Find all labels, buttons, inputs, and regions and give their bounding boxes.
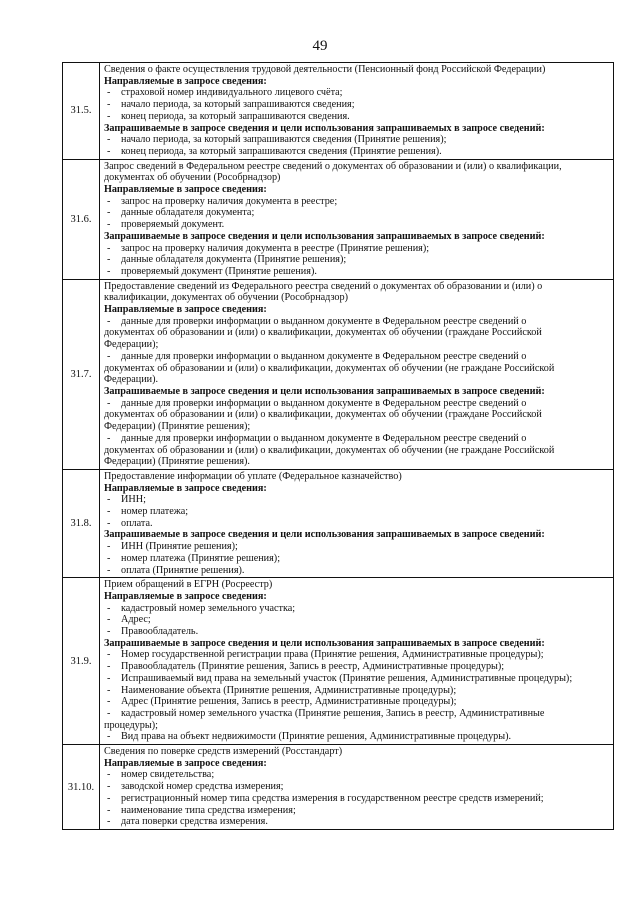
- list-item: [104, 87, 610, 99]
- section-heading: Запрашиваемые в запросе сведения и цели использования запрашиваемых в запросе сведений:: [104, 385, 545, 397]
- bullet-dash: -: [107, 781, 111, 793]
- list-item-continuation: Федерации).: [104, 374, 159, 386]
- list-item: [104, 673, 610, 685]
- bullet-dash: -: [107, 350, 111, 362]
- list-item-text: данные обладателя документа;: [121, 207, 255, 219]
- requests-table: [62, 62, 614, 830]
- list-item: [104, 398, 610, 410]
- row-title: квалификации, документах об обучении (Рособрнадзор): [104, 292, 349, 304]
- row-title: Предоставление информации об уплате (Федеральное казначейство): [104, 470, 402, 482]
- list-item: [104, 603, 610, 615]
- list-item: [104, 254, 610, 266]
- list-item-text: кадастровый номер земельного участка (Принятие решения, Запись в реестр, Административные: [121, 707, 545, 719]
- bullet-dash: -: [107, 432, 111, 444]
- row-title: Сведения по поверке средств измерений (Росстандарт): [104, 746, 343, 758]
- list-item-text: ИНН (Принятие решения);: [121, 541, 238, 553]
- bullet-dash: -: [107, 99, 111, 111]
- section-heading: Направляемые в запросе сведения:: [104, 304, 267, 316]
- section-heading: Направляемые в запросе сведения:: [104, 590, 267, 602]
- bullet-dash: -: [107, 769, 111, 781]
- list-item-text: данные для проверки информации о выданном документе в Федеральном реестре сведений о: [121, 432, 527, 444]
- bullet-dash: -: [107, 731, 111, 743]
- list-item-text: запрос на проверку наличия документа в реестре (Принятие решения);: [121, 242, 430, 254]
- list-item: [104, 805, 610, 817]
- bullet-dash: -: [107, 552, 111, 564]
- row-number: 31.6.: [63, 159, 100, 279]
- row-content: [100, 279, 614, 469]
- row-number: 31.7.: [63, 279, 100, 469]
- list-item-text: ИНН;: [121, 494, 146, 506]
- table-row: [63, 745, 614, 830]
- table-row: [63, 279, 614, 469]
- row-number: 31.5.: [63, 63, 100, 160]
- bullet-dash: -: [107, 564, 111, 576]
- bullet-dash: -: [107, 494, 111, 506]
- list-item: [104, 266, 610, 278]
- list-item: [104, 196, 610, 208]
- row-title: Сведения о факте осуществления трудовой деятельности (Пенсионный фонд Российской Федерации): [104, 64, 546, 75]
- list-item-text: Наименование объекта (Принятие решения, Административные процедуры);: [121, 684, 457, 696]
- section-heading: Направляемые в запросе сведения:: [104, 184, 267, 196]
- list-item-text: страховой номер индивидуального лицевого счёта;: [121, 87, 343, 99]
- bullet-dash: -: [107, 219, 111, 231]
- list-item-continuation: документах об образовании и (или) о квалификации, документах об обучении (не граждане Российской: [104, 444, 555, 456]
- list-item: [104, 316, 610, 328]
- list-item: [104, 731, 610, 743]
- list-item-continuation: документах об образовании и (или) о квалификации, документах об обучении (граждане Российской: [104, 409, 542, 421]
- list-item: [104, 696, 610, 708]
- list-item-text: Правообладатель.: [121, 626, 199, 638]
- bullet-dash: -: [107, 672, 111, 684]
- list-item-text: Адрес (Принятие решения, Запись в реестр, Административные процедуры);: [121, 696, 457, 708]
- list-item: [104, 781, 610, 793]
- bullet-dash: -: [107, 614, 111, 626]
- row-content: [100, 63, 614, 160]
- bullet-dash: -: [107, 517, 111, 529]
- list-item: [104, 649, 610, 661]
- list-item: [104, 351, 610, 363]
- list-item: [104, 219, 610, 231]
- list-item: [104, 99, 610, 111]
- list-item-continuation: Федерации) (Принятие решения).: [104, 456, 250, 468]
- list-item: [104, 518, 610, 530]
- list-item-text: проверяемый документ.: [121, 219, 225, 231]
- bullet-dash: -: [107, 265, 111, 277]
- list-item: [104, 793, 610, 805]
- list-item-text: кадастровый номер земельного участка;: [121, 602, 296, 614]
- list-item-text: проверяемый документ (Принятие решения).: [121, 265, 317, 277]
- list-item: [104, 541, 610, 553]
- bullet-dash: -: [107, 541, 111, 553]
- list-item: [104, 146, 610, 158]
- section-heading: Запрашиваемые в запросе сведения и цели использования запрашиваемых в запросе сведений:: [104, 122, 545, 134]
- bullet-dash: -: [107, 661, 111, 673]
- list-item: [104, 626, 610, 638]
- row-title: документах об обучении (Рособрнадзор): [104, 172, 281, 184]
- list-item-text: данные для проверки информации о выданном документе в Федеральном реестре сведений о: [121, 397, 527, 409]
- list-item: [104, 769, 610, 781]
- bullet-dash: -: [107, 684, 111, 696]
- list-item: [104, 661, 610, 673]
- list-item-text: заводской номер средства измерения;: [121, 781, 284, 793]
- list-item: [104, 506, 610, 518]
- list-item: [104, 111, 610, 123]
- table-row: [63, 469, 614, 577]
- bullet-dash: -: [107, 110, 111, 122]
- bullet-dash: -: [107, 145, 111, 157]
- list-item: [104, 243, 610, 255]
- list-item-text: конец периода, за который запрашиваются сведения (Принятие решения).: [121, 145, 442, 157]
- list-item-text: оплата.: [121, 517, 153, 529]
- bullet-dash: -: [107, 602, 111, 614]
- list-item: [104, 433, 610, 445]
- bullet-dash: -: [107, 626, 111, 638]
- section-heading: Направляемые в запросе сведения:: [104, 757, 267, 769]
- list-item-text: данные обладателя документа (Принятие решения);: [121, 254, 347, 266]
- list-item-text: Правообладатель (Принятие решения, Запись в реестр, Административные процедуры);: [121, 661, 505, 673]
- row-number: 31.10.: [63, 745, 100, 830]
- row-number: 31.9.: [63, 578, 100, 745]
- list-item-text: номер свидетельства;: [121, 769, 215, 781]
- list-item: [104, 685, 610, 697]
- bullet-dash: -: [107, 707, 111, 719]
- list-item-text: данные для проверки информации о выданном документе в Федеральном реестре сведений о: [121, 315, 527, 327]
- list-item: [104, 553, 610, 565]
- list-item-text: Испрашиваемый вид права на земельный участок (Принятие решения, Административные процедуры);: [121, 672, 573, 684]
- row-content: [100, 469, 614, 577]
- list-item-continuation: процедуры);: [104, 719, 158, 731]
- list-item-continuation: документах об образовании и (или) о квалификации, документах об обучении (граждане Российской: [104, 327, 542, 339]
- bullet-dash: -: [107, 87, 111, 99]
- list-item: [104, 708, 610, 720]
- row-number: 31.8.: [63, 469, 100, 577]
- bullet-dash: -: [107, 397, 111, 409]
- list-item: [104, 494, 610, 506]
- list-item-text: Адрес;: [121, 614, 151, 626]
- row-title: Прием обращений в ЕГРН (Росреестр): [104, 579, 273, 591]
- row-content: [100, 745, 614, 830]
- bullet-dash: -: [107, 506, 111, 518]
- table-row: [63, 63, 614, 160]
- table-row: [63, 159, 614, 279]
- list-item-continuation: Федерации) (Принятие решения);: [104, 421, 251, 433]
- table-row: [63, 578, 614, 745]
- list-item-text: начало периода, за который запрашиваются сведения;: [121, 99, 355, 111]
- list-item-text: конец периода, за который запрашиваются сведения.: [121, 110, 350, 122]
- bullet-dash: -: [107, 254, 111, 266]
- list-item: [104, 816, 610, 828]
- list-item: [104, 565, 610, 577]
- page-number: 49: [312, 38, 328, 54]
- list-item-text: регистрационный номер типа средства измерения в государственном реестре средств измерений;: [121, 792, 544, 804]
- bullet-dash: -: [107, 134, 111, 146]
- list-item-text: данные для проверки информации о выданном документе в Федеральном реестре сведений о: [121, 350, 527, 362]
- bullet-dash: -: [107, 816, 111, 828]
- bullet-dash: -: [107, 315, 111, 327]
- bullet-dash: -: [107, 804, 111, 816]
- list-item-text: запрос на проверку наличия документа в реестре;: [121, 195, 338, 207]
- list-item-text: номер платежа;: [121, 506, 189, 518]
- bullet-dash: -: [107, 195, 111, 207]
- list-item-text: Вид права на объект недвижимости (Принятие решения, Административные процедуры).: [121, 731, 512, 743]
- row-content: [100, 578, 614, 745]
- list-item: [104, 134, 610, 146]
- section-heading: Запрашиваемые в запросе сведения и цели использования запрашиваемых в запросе сведений:: [104, 637, 545, 649]
- list-item-text: наименование типа средства измерения;: [121, 804, 296, 816]
- section-heading: Запрашиваемые в запросе сведения и цели использования запрашиваемых в запросе сведений:: [104, 529, 545, 541]
- section-heading: Направляемые в запросе сведения:: [104, 75, 267, 87]
- list-item-continuation: Федерации);: [104, 339, 159, 351]
- list-item-text: дата поверки средства измерения.: [121, 816, 268, 828]
- list-item-text: Номер государственной регистрации права (Принятие решения, Административные процедуры);: [121, 649, 544, 661]
- list-item: [104, 614, 610, 626]
- section-heading: Направляемые в запросе сведения:: [104, 482, 267, 494]
- row-content: [100, 159, 614, 279]
- bullet-dash: -: [107, 649, 111, 661]
- row-title: Запрос сведений в Федеральном реестре сведений о документах об образовании и (или) о квалификации,: [104, 160, 562, 172]
- bullet-dash: -: [107, 696, 111, 708]
- list-item-text: оплата (Принятие решения).: [121, 564, 245, 576]
- list-item-continuation: документах об образовании и (или) о квалификации, документах об обучении (не граждане Российской: [104, 362, 555, 374]
- row-title: Предоставление сведений из Федерального реестра сведений о документах об образовании и (или) о: [104, 280, 543, 292]
- bullet-dash: -: [107, 207, 111, 219]
- list-item-text: номер платежа (Принятие решения);: [121, 552, 281, 564]
- bullet-dash: -: [107, 242, 111, 254]
- list-item: [104, 207, 610, 219]
- bullet-dash: -: [107, 792, 111, 804]
- list-item-text: начало периода, за который запрашиваются сведения (Принятие решения);: [121, 134, 447, 146]
- section-heading: Запрашиваемые в запросе сведения и цели использования запрашиваемых в запросе сведений:: [104, 230, 545, 242]
